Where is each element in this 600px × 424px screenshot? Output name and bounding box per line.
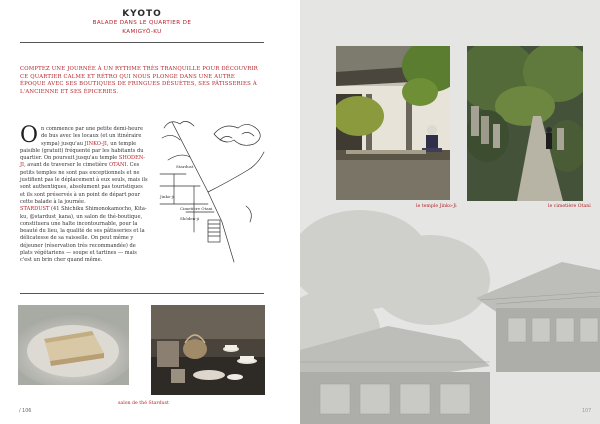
sketch-tree-trunk — [172, 122, 234, 262]
body-text-1: n commence par une petite demi-heure de bus avec les locaux (et un itinéraire sympa) jusqu'au — [41, 126, 143, 147]
caption-temple: le temple Jinko-Ji — [416, 204, 457, 209]
body-text-4: . Ces petits temples ne sont pas exceptionnels et ne justifient pas le déplacement à eux seuls, mais ils sont authentiques, absolument pas touristiques et ils sont préservés à un point de départ pour cette balade à la journée. — [20, 162, 148, 205]
right-page — [300, 0, 600, 424]
place-stardust: STARDUST — [20, 206, 50, 213]
header-rule — [20, 42, 264, 43]
cake-photo — [18, 305, 129, 385]
title-block — [20, 9, 264, 37]
place-shoden-ji: SHODEN-JI — [20, 155, 145, 169]
caption-cemetery: le cimetière Otani — [548, 204, 591, 209]
page-number-left: / 106 — [19, 409, 32, 414]
body-text — [20, 123, 148, 265]
sketch-label-stardust: Stardust — [176, 164, 194, 169]
place-jinko-ji: JINKO-JI — [84, 140, 107, 147]
sketch-label-shoden: Shōden-ji — [180, 216, 200, 221]
body-text-5: (41 Shichiku Shimonokamocho, Kita-ku, @stardust_kana), un salon de thé-boutique, constituera une halte incontournable, pour la beauté du lieu, la qualité de ses pâtisseries et la délicatesse de sa vaisselle. On peut même y déjeuner (réservation très recommandée) de plats végétariens — soupe et tartines — mais c'est un brin cher quand même. — [20, 206, 147, 264]
page-subtitle-line1: BALADE DANS LE QUARTIER DE — [92, 20, 192, 26]
page-subtitle-line2: KAMIGYŌ-KU — [122, 29, 162, 35]
intro-paragraph: COMPTEZ UNE JOURNÉE À UN RYTHME TRÈS TRANQUILLE POUR DÉCOUVRIR CE QUARTIER CALME ET RÉTRO QUI NOUS PLONGE DANS UNE AUTRE ÉPOQUE AVEC SES BOUTIQUES DE FRINGUES DÉSUÈTES, SES PÂTISSERIES À L'ANCIENNE ET SES ÉPICERIES. — [20, 66, 258, 95]
sketch-label-jinko: Jinko-ji — [160, 194, 175, 199]
caption-tearoom: salon de thé Stardust — [118, 401, 169, 406]
sketch-label-otani: Cimetière Otani — [180, 206, 213, 211]
section-rule — [20, 293, 264, 294]
place-otani: OTANI — [108, 162, 127, 169]
sketch-map — [150, 112, 268, 268]
tearoom-photo — [151, 305, 265, 395]
body-text-3: , avant de traverser le cimetière — [24, 162, 109, 169]
page-number-right: 107 — [582, 409, 592, 414]
body-text-2: , un temple paisible (gratuit) fréquenté par les habitants du quartier. On poursuit jusqu'au temple — [20, 140, 144, 162]
page-title: KYOTO — [122, 9, 162, 19]
temple-photo — [336, 46, 450, 200]
cemetery-photo — [467, 46, 583, 201]
drop-cap: O — [20, 123, 39, 148]
